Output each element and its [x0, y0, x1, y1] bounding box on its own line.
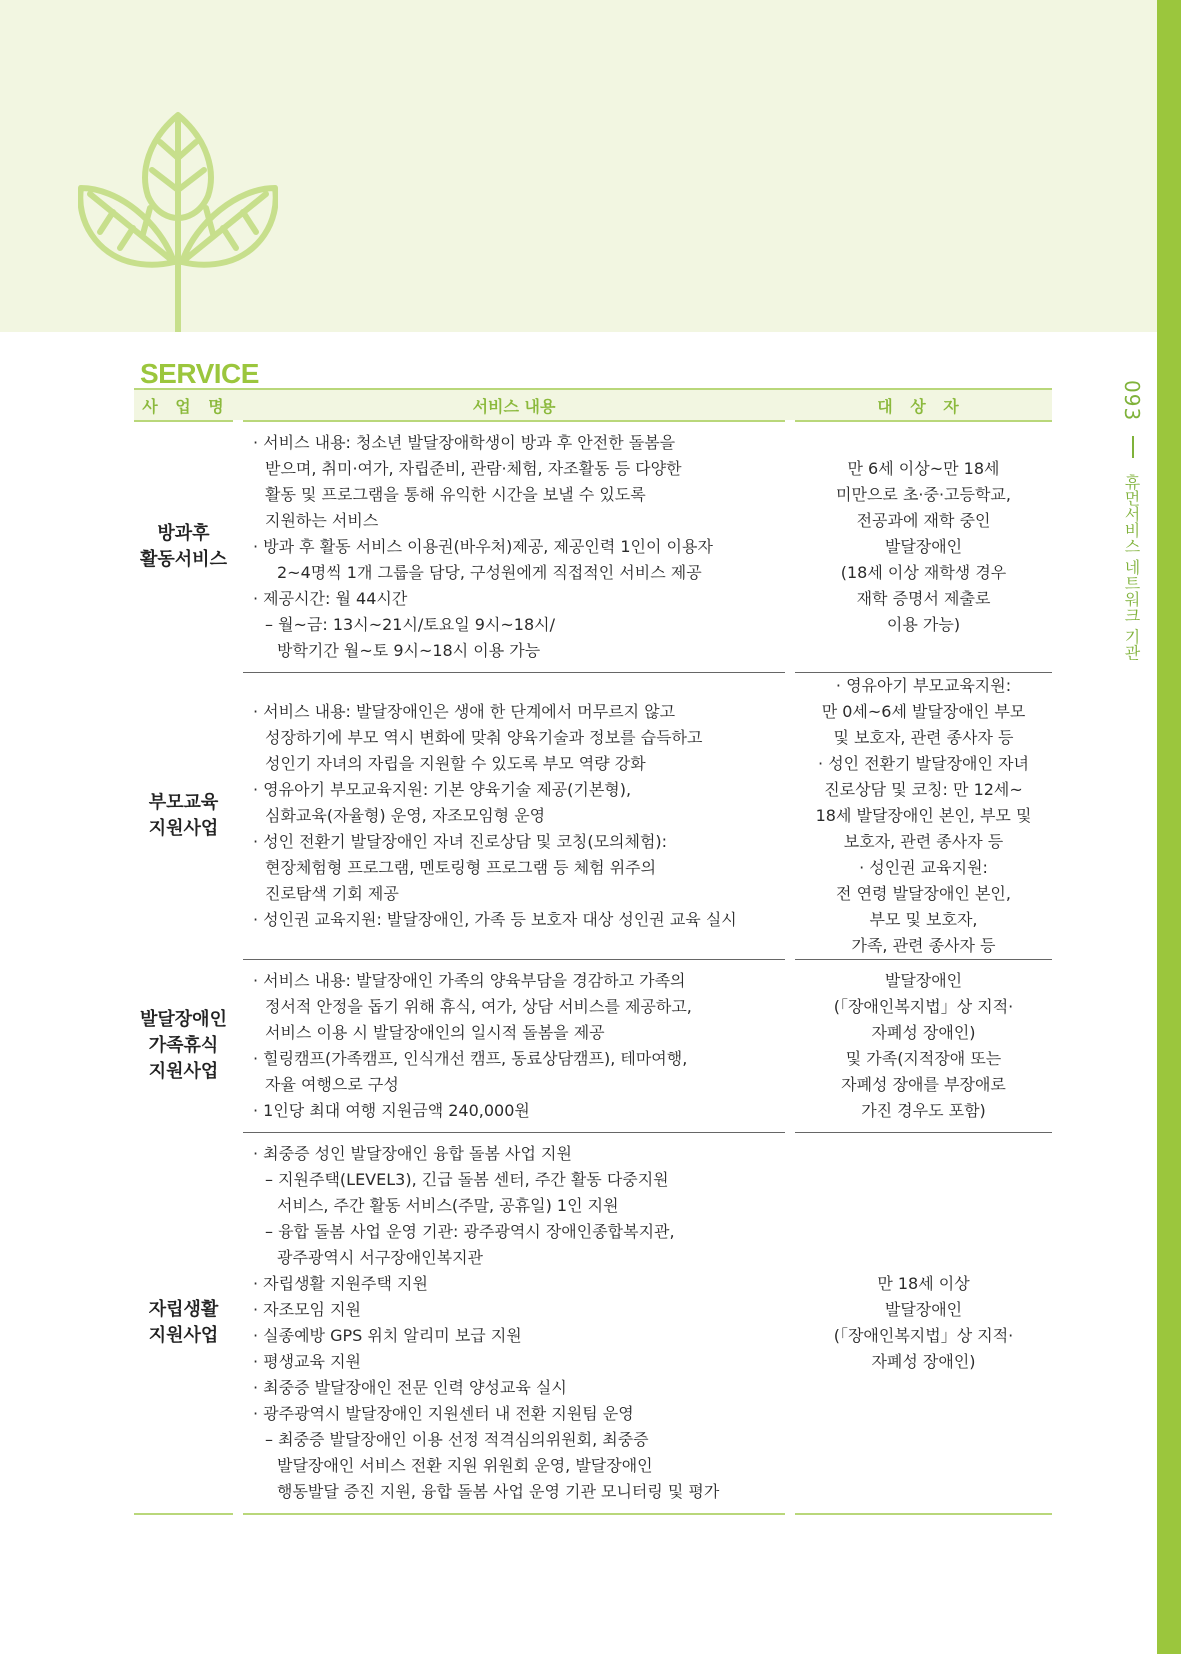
content-line: 지원하는 서비스	[265, 511, 379, 530]
target-line: 미만으로 초·중·고등학교,	[836, 485, 1011, 504]
content-line: – 지원주택(LEVEL3), 긴급 돌봄 센터, 주간 활동 다중지원	[265, 1170, 669, 1189]
target-line: 및 가족(지적장애 또는	[845, 1049, 1002, 1068]
content-line: – 융합 돌봄 사업 운영 기관: 광주광역시 장애인종합복지관,	[265, 1222, 675, 1241]
target-line: 발달장애인	[884, 537, 963, 556]
content-line: · 성인 전환기 발달장애인 자녀 진로상담 및 코칭(모의체험):	[253, 832, 668, 851]
target-line: 전 연령 발달장애인 본인,	[836, 884, 1011, 903]
content-line: · 자립생활 지원주택 지원	[253, 1274, 428, 1293]
content-line: · 광주광역시 발달장애인 지원센터 내 전환 지원팀 운영	[253, 1404, 634, 1423]
target-line: 만 6세 이상~만 18세	[847, 459, 1000, 478]
target-line: · 성인권 교육지원:	[859, 858, 988, 877]
content-line: – 월~금: 13시~21시/토요일 9시~18시/	[265, 615, 556, 634]
target-line: (「장애인복지법」상 지적·	[833, 997, 1014, 1016]
target-line: 부모 및 보호자,	[869, 910, 978, 929]
content-line: 행동발달 증진 지원, 융합 돌봄 사업 운영 기관 모니터링 및 평가	[277, 1482, 720, 1501]
side-divider	[1132, 436, 1134, 458]
content-line: · 힐링캠프(가족캠프, 인식개선 캠프, 동료상담캠프), 테마여행,	[253, 1049, 688, 1068]
content-line: 성장하기에 부모 역시 변화에 맞춰 양육기술과 정보를 습득하고	[265, 728, 703, 747]
target-line: 보호자, 관련 종사자 등	[843, 832, 1004, 851]
content-line: · 성인권 교육지원: 발달장애인, 가족 등 보호자 대상 성인권 교육 실시	[253, 910, 737, 929]
content-line: · 서비스 내용: 청소년 발달장애학생이 방과 후 안전한 돌봄을	[253, 433, 676, 452]
target-audience	[790, 960, 1052, 1133]
target-audience	[790, 673, 1052, 960]
service-content	[238, 673, 790, 960]
content-line: 광주광역시 서구장애인복지관	[277, 1248, 484, 1267]
target-line: 자폐성 장애인)	[871, 1023, 976, 1042]
page-number: 093	[1120, 380, 1144, 422]
target-line: (「장애인복지법」상 지적·	[833, 1326, 1014, 1345]
content-line: 서비스, 주간 활동 서비스(주말, 공휴일) 1인 지원	[277, 1196, 619, 1215]
column-header-content: 서비스 내용	[238, 389, 790, 421]
table-body	[134, 421, 1052, 1514]
content-line: 서비스 이용 시 발달장애인의 일시적 돌봄을 제공	[265, 1023, 605, 1042]
content-line: 심화교육(자율형) 운영, 자조모임형 운영	[265, 806, 546, 825]
content-line: · 방과 후 활동 서비스 이용권(바우처)제공, 제공인력 1인이 이용자	[253, 537, 713, 556]
target-line: 및 보호자, 관련 종사자 등	[833, 728, 1014, 747]
target-line: 자폐성 장애인)	[871, 1352, 976, 1371]
table-row	[134, 673, 1052, 960]
content-line: 성인기 자녀의 자립을 지원할 수 있도록 부모 역량 강화	[265, 754, 646, 773]
content-line: 진로탐색 기회 제공	[265, 884, 399, 903]
content-line: · 최중증 성인 발달장애인 융합 돌봄 사업 지원	[253, 1144, 572, 1163]
content-line: · 평생교육 지원	[253, 1352, 361, 1371]
content-line: · 서비스 내용: 발달장애인 가족의 양육부담을 경감하고 가족의	[253, 971, 686, 990]
content-line: 방학기간 월~토 9시~18시 이용 가능	[277, 641, 541, 660]
content-line: 받으며, 취미·여가, 자립준비, 관람·체험, 자조활동 등 다양한	[265, 459, 682, 478]
target-line: 자폐성 장애를 부장애로	[841, 1075, 1006, 1094]
service-content	[238, 960, 790, 1133]
target-line: 이용 가능)	[886, 615, 961, 634]
content-line: 발달장애인 서비스 전환 지원 위원회 운영, 발달장애인	[277, 1456, 653, 1475]
table-row	[134, 1133, 1052, 1515]
content-line: 활동 및 프로그램을 통해 유익한 시간을 보낼 수 있도록	[265, 485, 646, 504]
column-header-target: 대 상 자	[790, 389, 1052, 421]
leaf-sprout-icon	[78, 110, 278, 332]
content-line: 자율 여행으로 구성	[265, 1075, 399, 1094]
table-row	[134, 421, 1052, 673]
content-line: · 1인당 최대 여행 지원금액 240,000원	[253, 1101, 530, 1120]
content-line: – 최중증 발달장애인 이용 선정 적격심의위원회, 최중증	[265, 1430, 649, 1449]
table-row	[134, 960, 1052, 1133]
target-line: 18세 발달장애인 본인, 부모 및	[815, 806, 1032, 825]
program-name: 자립생활 지원사업	[134, 1133, 238, 1515]
content-line: · 서비스 내용: 발달장애인은 생애 한 단계에서 머무르지 않고	[253, 702, 676, 721]
content-line: · 제공시간: 월 44시간	[253, 589, 408, 608]
target-line: (18세 이상 재학생 경우	[840, 563, 1007, 582]
column-header-name: 사 업 명	[134, 389, 238, 421]
content-line: · 실종예방 GPS 위치 알리미 보급 지원	[253, 1326, 522, 1345]
service-content	[238, 1133, 790, 1515]
service-table	[134, 388, 1052, 1515]
content-line: · 자조모임 지원	[253, 1300, 361, 1319]
target-line: 발달장애인	[884, 971, 963, 990]
target-line: 재학 증명서 제출로	[856, 589, 991, 608]
target-audience	[790, 421, 1052, 673]
table-header-row	[134, 389, 1052, 421]
side-accent-bar	[1157, 0, 1181, 1654]
target-line: 진로상담 및 코칭: 만 12세~	[824, 780, 1023, 799]
target-line: 전공과에 재학 중인	[856, 511, 991, 530]
target-line: · 성인 전환기 발달장애인 자녀	[818, 754, 1029, 773]
content-line: · 영유아기 부모교육지원: 기본 양육기술 제공(기본형),	[253, 780, 632, 799]
service-content	[238, 421, 790, 673]
target-line: 만 0세~6세 발달장애인 부모	[821, 702, 1026, 721]
content-line: 정서적 안정을 돕기 위해 휴식, 여가, 상담 서비스를 제공하고,	[265, 997, 692, 1016]
content-line: 현장체험형 프로그램, 멘토링형 프로그램 등 체험 위주의	[265, 858, 657, 877]
target-line: 발달장애인	[884, 1300, 963, 1319]
side-section-title: 휴먼서비스 네트워크 기관	[1122, 474, 1141, 661]
content-line: · 최중증 발달장애인 전문 인력 양성교육 실시	[253, 1378, 567, 1397]
target-line: 가족, 관련 종사자 등	[851, 936, 996, 955]
program-name: 방과후 활동서비스	[140, 523, 227, 571]
target-line: 만 18세 이상	[877, 1274, 970, 1293]
program-name: 부모교육 지원사업	[148, 792, 219, 839]
target-line: 가진 경우도 포함)	[861, 1101, 986, 1120]
target-audience	[790, 1133, 1052, 1515]
program-name: 발달장애인 가족휴식 지원사업	[140, 1009, 227, 1082]
section-label: SERVICE	[140, 358, 259, 389]
target-line: · 영유아기 부모교육지원:	[835, 676, 1012, 695]
content-line: 2~4명씩 1개 그룹을 담당, 구성원에게 직접적인 서비스 제공	[277, 563, 702, 582]
